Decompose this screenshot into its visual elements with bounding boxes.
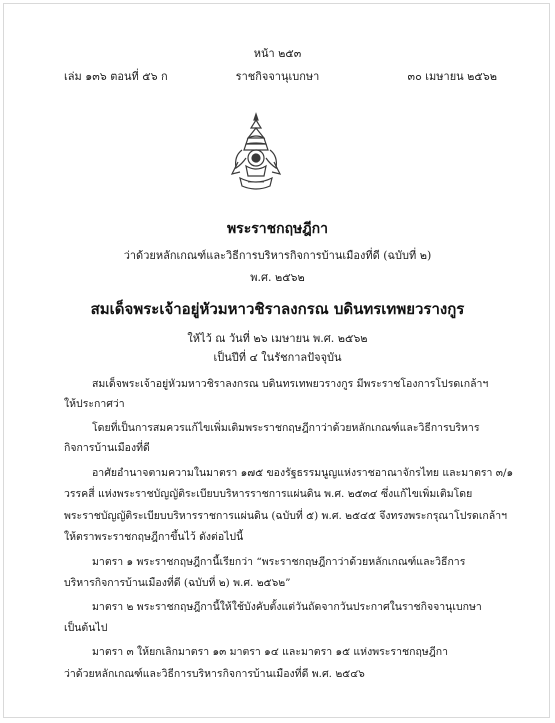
body-line: สมเด็จพระเจ้าอยู่หัวมหาวชิราลงกรณ บดินทรเทพยวรางกูร มีพระราชโองการโปรดเกล้าฯ [92,378,489,390]
king-title: สมเด็จพระเจ้าอยู่หัวมหาวชิราลงกรณ บดินทรเทพยวรางกูร [90,300,465,318]
body-line: กิจการบ้านเมืองที่ดี [64,442,150,454]
body-line: อาศัยอำนาจตามความในมาตรา ๑๗๕ ของรัฐธรรมนูญแห่งราชอาณาจักรไทย และมาตรา ๓/๑ [92,467,514,479]
body-line: มาตรา ๑ พระราชกฤษฎีกานี้เรียกว่า “พระราชกฤษฎีกาว่าด้วยหลักเกณฑ์และวิธีการ [92,556,466,568]
body-line: พระราชบัญญัติระเบียบบริหารราชการแผ่นดิน (ฉบับที่ ๕) พ.ศ. ๒๕๔๕ จึงทรงพระกรุณาโปรดเกล้าฯ [64,510,507,522]
body-line: บริหารกิจการบ้านเมืองที่ดี (ฉบับที่ ๒) พ.ศ. ๒๕๖๒” [64,577,291,589]
body-line: มาตรา ๓ ให้ยกเลิกมาตรา ๑๓ มาตรา ๑๔ และมาตรา ๑๕ แห่งพระราชกฤษฎีกา [92,646,449,658]
body-line: ให้ประกาศว่า [64,398,125,410]
gazette-name: ราชกิจจานุเบกษา [235,70,320,83]
body-line: ให้ตราพระราชกฤษฎีกาขึ้นไว้ ดังต่อไปนี้ [64,531,244,543]
body-line: วรรคสี่ แห่งพระราชบัญญัติระเบียบบริหารราชการแผ่นดิน พ.ศ. ๒๕๓๔ ซึ่งแก้ไขเพิ่มเติมโดย [64,488,473,500]
body-line: มาตรา ๒ พระราชกฤษฎีกานี้ให้ใช้บังคับตั้งแต่วันถัดจากวันประกาศในราชกิจจานุเบกษา [92,601,482,613]
decree-title: พระราชกฤษฎีกา [226,221,329,237]
decree-subtitle: ว่าด้วยหลักเกณฑ์และวิธีการบริหารกิจการบ้านเมืองที่ดี (ฉบับที่ ๒) [123,249,432,262]
given-date: ให้ไว้ ณ วันที่ ๒๖ เมษายน พ.ศ. ๒๕๖๒ [187,332,368,345]
volume-issue: เล่ม ๑๓๖ ตอนที่ ๕๖ ก [64,70,168,83]
body-line: ว่าด้วยหลักเกณฑ์และวิธีการบริหารกิจการบ้านเมืองที่ดี พ.ศ. ๒๕๔๖ [64,668,365,680]
publication-date: ๓๐ เมษายน ๒๕๖๒ [407,70,497,83]
body-line: โดยที่เป็นการสมควรแก้ไขเพิ่มเติมพระราชกฤษฎีกาว่าด้วยหลักเกณฑ์และวิธีการบริหาร [92,422,480,434]
body-line: เป็นต้นไป [64,622,108,634]
page-number: หน้า ๒๕๓ [253,47,302,60]
royal-garuda-emblem-icon [228,112,284,196]
decree-year: พ.ศ. ๒๕๖๒ [250,271,305,284]
reign-year: เป็นปีที่ ๔ ในรัชกาลปัจจุบัน [213,351,342,364]
